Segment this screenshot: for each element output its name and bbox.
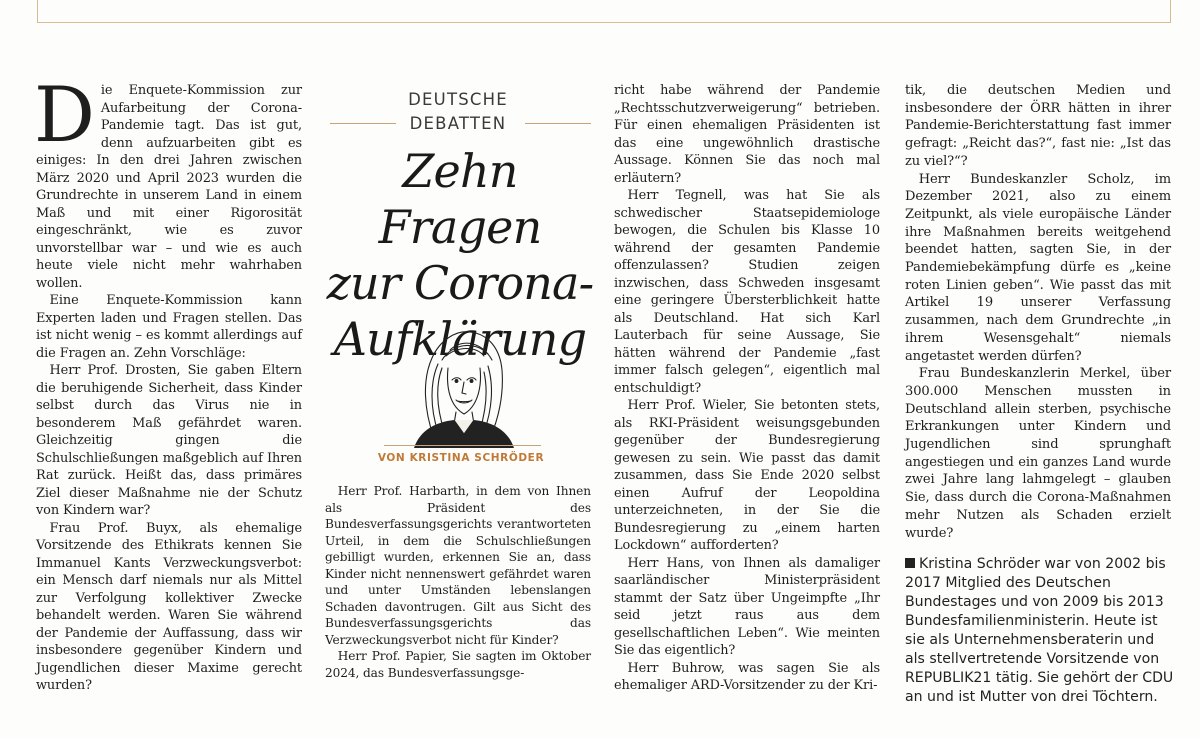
question-buhrow-cont: tik, die deutschen Medien und insbesondere der ÖRR hätten in ihrer Pandemie-Berichterstattung fast immer gefragt: „Reicht das?“, fast nie: „Ist das zu viel?“? (905, 83, 1171, 169)
byline-rule (384, 445, 541, 446)
drop-cap: D (34, 70, 95, 159)
article-column-4 (905, 82, 1171, 542)
question-harbarth: Herr Prof. Harbarth, in dem von Ihnen als Präsident des Bundesverfassungsgerichts verantworteten Urteil, in dem die Schulschließungen gebilligt wurden, erkennen Sie an, dass Kinder nicht nennenswert gefährdet waren und unter Umständen lebenslangen Schaden davontrugen. Gilt aus Sicht des Bundesverfassungsgerichts das Verzweckungsverbot nicht für Kinder? (325, 484, 591, 647)
kicker-rule-right (525, 123, 591, 124)
question-wieler: Herr Prof. Wieler, Sie betonten stets, als RKI-Präsident weisungsgebunden gegenüber der Bundesregierung gewesen zu sein. Wie passt das damit zusammen, dass Sie Ende 2020 selbst einen Aufruf der Leopoldina unterzeichneten, in der Sie die Bundesregierung zu „einem harten Lockdown“ aufforderten? (614, 398, 880, 553)
question-drosten: Herr Prof. Drosten, Sie gaben Eltern die beruhigende Sicherheit, dass Kinder selbst durch das Virus nie in besonderem Maß gefährdet waren. Gleichzeitig gingen die Schulschließungen maßgeblich auf Ihren Rat zurück. Heißt das, dass primäres Ziel dieser Maßnahme nie der Schutz von Kindern war? (36, 363, 302, 518)
kicker-line-2: DEBATTEN (409, 114, 507, 133)
top-frame (37, 0, 1171, 23)
question-papier: Herr Prof. Papier, Sie sagten im Oktober 2024, das Bundesverfassungsge- (325, 649, 591, 680)
question-buyx: Frau Prof. Buyx, als ehemalige Vorsitzende des Ethikrats kennen Sie Immanuel Kants Verzweckungsverbot: ein Mensch darf niemals nur als Mittel zur Verfolgung kollektiver Zwecke behandelt werden. Waren Sie während der Pandemie der Auffassung, dass wir insbesondere gegenüber Kindern und Jugendlichen dieser Maxime gerecht wurden? (36, 520, 302, 693)
kicker (330, 88, 586, 136)
paragraph: Eine Enquete-Kommission kann Experten laden und Fragen stellen. Das ist nicht wenig – es kommt allerdings auf die Fragen an. Zehn Vorschläge: (36, 293, 302, 361)
intro-paragraph (34, 70, 302, 292)
kicker-rule-left (330, 123, 396, 124)
byline: VON KRISTINA SCHRÖDER (377, 452, 545, 464)
author-portrait (384, 320, 540, 448)
article-column-1 (34, 70, 302, 695)
headline-line-2: zur Corona- (326, 256, 594, 310)
question-hans: Herr Hans, von Ihnen als damaliger saarländischer Ministerpräsident stammt der Satz über Ungeimpfte „Ihr seid jetzt raus aus dem gesellschaftlichen Leben“. Wie meinten Sie das eigentlich? (614, 555, 880, 658)
author-bio (905, 555, 1175, 707)
square-bullet-icon (905, 558, 915, 568)
paragraph-text: ie Enquete-Kommission zur Aufarbeitung der Corona-Pandemie tagt. Das ist gut, denn aufzuarbeiten gibt es einiges: In den drei Jahren zwischen März 2020 und April 2023 wurden die Grundrechte in unserem Land in einem Maß und mit einer Rigorosität eingeschränkt, wie es zuvor unvorstellbar war – und wie es auch heute viele nicht mehr wahrhaben wollen. (36, 83, 302, 291)
question-buhrow: Herr Buhrow, was sagen Sie als ehemaliger ARD-Vorsitzender zu der Kri- (614, 660, 880, 693)
author-bio-text: Kristina Schröder war von 2002 bis 2017 Mitglied des Deutschen Bundestages und von 2009 bis 2013 Bundesfamilienministerin. Heute ist sie als Unternehmensberaterin und als stellvertretende Vorsitzende von REPUBLIK21 tätig. Sie gehört der CDU an und ist Mutter von drei Töchtern. (905, 556, 1174, 705)
question-papier-cont: richt habe während der Pandemie „Rechtsschutzverweigerung“ betrieben. Für einen ehemaligen Präsidenten ist das eine ungewöhnlich drastische Aussage. Können Sie das noch mal erläutern? (614, 83, 880, 186)
article-column-2 (325, 483, 591, 681)
question-scholz: Herr Bundeskanzler Scholz, im Dezember 2021, also zu einem Zeitpunkt, als viele europäische Länder ihre Maßnahmen bereits weitgehend beendet hatten, sagten Sie, in der Pandemiebekämpfung dürfe es „keine roten Linien geben“. Wie passt das mit Artikel 19 unserer Verfassung zusammen, nach dem Grundrechte „in ihrem Wesensgehalt“ niemals angetastet werden dürfen? (905, 171, 1171, 364)
question-tegnell: Herr Tegnell, was hat Sie als schwedischer Staatsepidemiologe bewogen, die Schulen bis Klasse 10 während der gesamten Pandemie offenzulassen? Studien zeigen inzwischen, dass Schweden insgesamt eine geringere Übersterblichkeit hatte als Deutschland. Hat sich Karl Lauterbach für seine Aussage, Sie hätten während der Pandemie „fast immer falsch gelegen“, eigentlich mal entschuldigt? (614, 188, 880, 396)
question-merkel: Frau Bundeskanzlerin Merkel, über 300.000 Menschen mussten in Deutschland allein sterben, psychische Erkrankungen unter Kindern und Jugendlichen sind sprunghaft angestiegen und ein ganzes Land wurde zwei Jahre lang lahmgelegt – glauben Sie, dass durch die Corona-Maßnahmen mehr Nutzen als Schaden erzielt wurde? (905, 366, 1171, 541)
headline-line-1: Zehn Fragen (378, 144, 542, 254)
kicker-line-1: DEUTSCHE (408, 90, 508, 109)
headline-line-3: Aufklärung (333, 312, 587, 366)
article-column-3 (614, 82, 880, 695)
